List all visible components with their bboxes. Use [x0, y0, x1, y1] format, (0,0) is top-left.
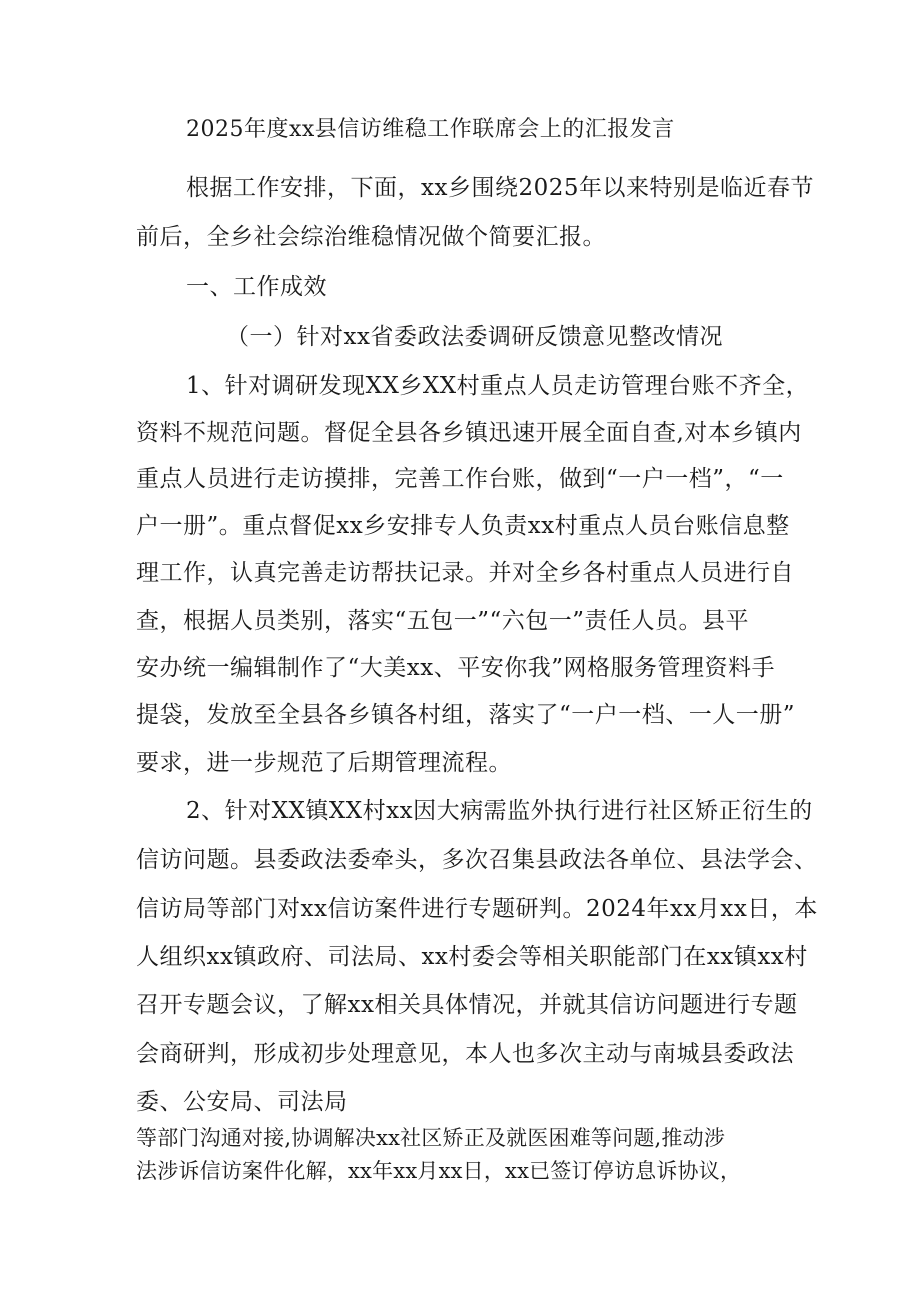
item-2-line-1: 2、针对XX镇XX村xx因大病需监外执行进行社区矫正衍生的	[186, 798, 813, 824]
item-1-line-9: 要求，进一步规范了后期管理流程。	[136, 750, 512, 776]
item-2-line-9: 法涉诉信访案件化解，xx年xx月xx日，xx已签订停访息诉协议，	[136, 1159, 742, 1183]
section-heading: 一、工作成效	[186, 274, 327, 300]
item-2-line-5: 召开专题会议，了解xx相关具体情况，并就其信访问题进行专题	[136, 992, 798, 1018]
item-1-line-7: 安办统一编辑制作了“大美xx、平安你我”网格服务管理资料手	[136, 655, 775, 681]
item-1-line-2: 资料不规范问题。督促全县各乡镇迅速开展全面自查,对本乡镇内	[136, 420, 802, 446]
item-2-line-2: 信访问题。县委政法委牵头，多次召集县政法各单位、县法学会、	[136, 847, 818, 873]
item-2-line-8: 等部门沟通对接,协调解决xx社区矫正及就医困难等问题,推动涉	[136, 1126, 726, 1150]
intro-line-1: 根据工作安排，下面，xx乡围绕2025年以来特别是临近春节	[186, 175, 814, 201]
item-2-line-4: 人组织xx镇政府、司法局、xx村委会等相关职能部门在xx镇xx村	[136, 944, 808, 970]
item-1-line-4: 户一册”。重点督促xx乡安排专人负责xx村重点人员台账信息整	[136, 513, 790, 539]
item-1-line-3: 重点人员进行走访摸排，完善工作台账，做到“一户一档”，“一	[136, 466, 784, 492]
document-title: 2025年度xx县信访维稳工作联席会上的汇报发言	[186, 117, 675, 142]
intro-line-2: 前后，全乡社会综治维稳情况做个简要汇报。	[136, 224, 606, 250]
item-2-line-7: 委、公安局、司法局	[136, 1089, 348, 1115]
item-2-line-3: 信访局等部门对xx信访案件进行专题研判。2024年xx月xx日，本	[136, 896, 818, 922]
item-1-line-8: 提袋，发放至全县各乡镇各村组，落实了“一户一档、一人一册”	[136, 702, 796, 728]
item-1-line-1: 1、针对调研发现XX乡XX村重点人员走访管理台账不齐全，	[186, 373, 810, 399]
subsection-heading: （一）针对xx省委政法委调研反馈意见整改情况	[226, 324, 723, 350]
item-1-line-6: 查，根据人员类别，落实“五包一”“六包一”责任人员。县平	[136, 608, 750, 634]
item-1-line-5: 理工作，认真完善走访帮扶记录。并对全乡各村重点人员进行自	[136, 560, 794, 586]
item-2-line-6: 会商研判，形成初步处理意见，本人也多次主动与南城县委政法	[136, 1041, 794, 1067]
